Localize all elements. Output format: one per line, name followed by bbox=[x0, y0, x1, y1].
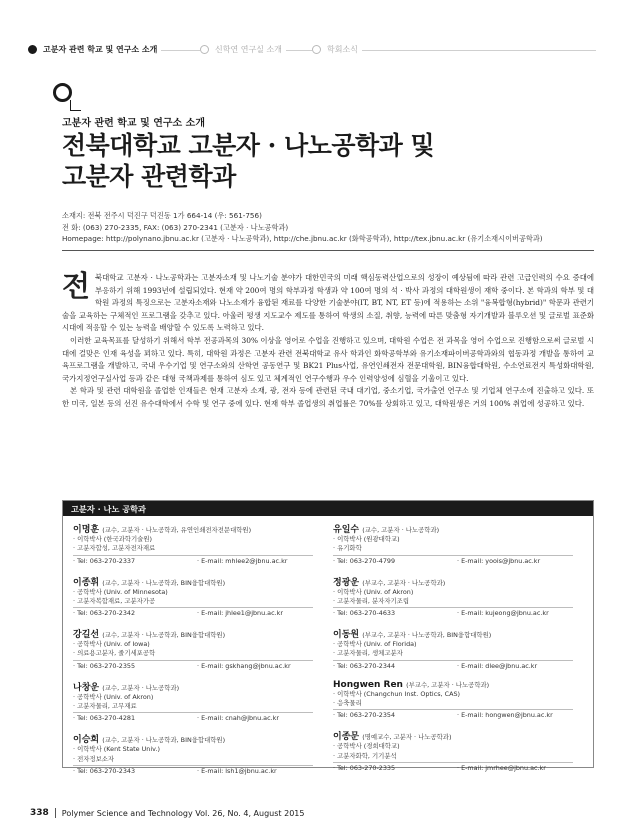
member-name-row bbox=[333, 729, 573, 742]
member-name-row bbox=[73, 522, 313, 535]
article-kicker: 고분자 관련 학교 및 연구소 소개 bbox=[62, 118, 205, 129]
member-detail: · 공학박사 (Univ. of Florida) bbox=[333, 640, 417, 649]
member-role: (교수, 고분자 · 나노공학과) bbox=[102, 683, 180, 692]
member-tel: · Tel: 063-270-2337 bbox=[73, 556, 136, 565]
member-tel: · Tel: 063-270-2335 bbox=[333, 763, 396, 772]
member-tel: · Tel: 063-270-4799 bbox=[333, 556, 396, 565]
article-title bbox=[62, 130, 434, 192]
member-email[interactable]: · E-mail: cnah@jbnu.ac.kr bbox=[197, 714, 279, 723]
section-ring-tail-icon bbox=[70, 100, 81, 111]
member-name: 이승희 bbox=[73, 735, 100, 746]
faculty-member bbox=[73, 680, 313, 723]
paragraph-text: 북대학교 고분자 · 나노공학과는 고분자소재 및 나노기술 분야가 대한민국의 미래 핵심동력산업으로의 성장이 예상됨에 따라 관련 고급인력의 수요 증대에 부응하기 위해 1993년에 설립되었다. 현재 약 200여 명의 학부과정 학생과 약 100여 명의 석 · 박사 과정의 대학원생이 재학 중이다. 본 학과의 학부 및 대학원 과정의 특징으로는 고분자소재와 나노소재가 융합된 재료를 다양한 기술분야(IT, BT, NT, ET 등)에 적용하는 소위 "융복합형(hybrid)" 학문과 관련기술을 교육하는 구체적인 프로그램을 갖추고 있다. 아울러 평생 지도교수 제도를 통하여 학생의 소질, 취향, 능력에 따른 맞춤형 자기개발과 블루오션 및 글로벌 표준화 시대에 적응할 수 있는 능력을 배양할 수 있도록 노력하고 있다. bbox=[62, 273, 594, 333]
member-name-row bbox=[73, 732, 313, 745]
member-email[interactable]: · E-mail: kujeong@jbnu.ac.kr bbox=[457, 609, 549, 618]
member-email[interactable]: · E-mail: jhlee1@jbnu.ac.kr bbox=[197, 609, 283, 618]
member-detail: · 이학박사 (Changchun Inst. Optics, CAS) bbox=[333, 689, 461, 698]
member-email[interactable]: · E-mail: hongwen@jbnu.ac.kr bbox=[457, 711, 553, 720]
member-detail: · 이학박사 (Kent State Univ.) bbox=[73, 745, 160, 754]
faculty-member bbox=[73, 627, 313, 670]
member-contact bbox=[333, 709, 573, 719]
member-email[interactable]: · E-mail: lsh1@jbnu.ac.kr bbox=[197, 766, 277, 775]
member-email[interactable]: · E-mail: mhlee2@jbnu.ac.kr bbox=[197, 556, 288, 565]
nav-dot-icon bbox=[200, 45, 209, 54]
member-email[interactable]: · E-mail: yoois@jbnu.ac.kr bbox=[457, 556, 541, 565]
footer-separator bbox=[55, 808, 56, 818]
nav-item-society-news[interactable] bbox=[312, 44, 362, 55]
member-role: (교수, 고분자 · 나노공학과, BIN융합대학원) bbox=[102, 631, 226, 640]
member-detail: · 이학박사 (Univ. of Akron) bbox=[333, 587, 414, 596]
member-name-row bbox=[333, 522, 573, 535]
member-detail: · 공학박사 (경희대학교) bbox=[333, 742, 400, 751]
member-contact bbox=[73, 660, 313, 670]
drop-cap: 전 bbox=[62, 269, 91, 303]
contact-homepage: Homepage: http://polynano.jbnu.ac.kr (고분자 · 나노공학과), http://che.jbnu.ac.kr (화학공학과), http://tex.jbnu.ac.kr (유기소재시이버공학과) bbox=[62, 234, 543, 243]
member-contact bbox=[333, 660, 573, 670]
member-detail: · 고분자화학, 기기분석 bbox=[333, 751, 397, 760]
member-detail: · 공학박사 (Univ. of Iowa) bbox=[73, 640, 150, 649]
member-role: (부교수, 고분자 · 나노공학과, BIN융합대학원) bbox=[362, 631, 492, 640]
member-tel: · Tel: 063-270-4281 bbox=[73, 714, 136, 723]
member-name: 이종문 bbox=[333, 732, 360, 743]
member-role: (교수, 고분자 · 나노공학과, BIN융합대학원) bbox=[102, 578, 226, 587]
member-email[interactable]: · E-mail: jmrhee@jbnu.ac.kr bbox=[457, 763, 546, 772]
member-tel: · Tel: 063-270-2342 bbox=[73, 609, 136, 618]
faculty-member bbox=[333, 522, 573, 565]
header-divider bbox=[62, 250, 594, 251]
member-tel: · Tel: 063-270-2354 bbox=[333, 711, 396, 720]
member-role: (부교수, 고분자 · 나노공학과) bbox=[362, 578, 446, 587]
faculty-box bbox=[62, 500, 594, 775]
member-detail: · 응축물리 bbox=[333, 699, 362, 708]
member-contact bbox=[333, 555, 573, 565]
member-role: (명예교수, 고분자 · 나노공학과) bbox=[362, 733, 452, 742]
section-nav bbox=[28, 44, 596, 58]
member-contact bbox=[73, 765, 313, 775]
member-contact bbox=[73, 712, 313, 722]
member-email[interactable]: · E-mail: gskhang@jbnu.ac.kr bbox=[197, 661, 291, 670]
contact-phone: 전 화: (063) 270-2335, FAX: (063) 270-2341 (고분자 · 나노공학과) bbox=[62, 222, 289, 232]
article-body bbox=[62, 269, 594, 411]
nav-item-label: 학회소식 bbox=[327, 45, 358, 54]
member-name-row bbox=[333, 575, 573, 588]
body-paragraph bbox=[62, 269, 594, 335]
faculty-heading: 고분자 · 나노 공학과 bbox=[63, 501, 593, 516]
body-paragraph: 본 학과 및 관련 대학원을 졸업한 인재들은 현재 고분자 소재, 광, 전자 등에 관련된 국내 대기업, 중소기업, 국가출연 연구소 및 기업체 연구소에 진출하고 있다. 또한 미국, 일본 등의 선진 유수대학에서 수학 및 연구 중에 있다. 현재 학부 졸업생의 취업률은 70%를 상회하고 있고, 대학원생은 거의 100% 취업에 성공하고 있다. bbox=[62, 386, 594, 408]
member-detail: · 고분자복합재료, 고분자가공 bbox=[73, 596, 156, 605]
member-detail: · 고분자물리, 고무재료 bbox=[73, 702, 137, 711]
member-name: 강길선 bbox=[73, 630, 100, 641]
page-number: 338 bbox=[30, 808, 49, 818]
faculty-member bbox=[73, 732, 313, 775]
member-name: 이명훈 bbox=[73, 525, 100, 535]
member-name: 정광운 bbox=[333, 577, 360, 588]
member-contact bbox=[333, 762, 573, 772]
page-footer bbox=[30, 808, 304, 818]
member-detail: · 이학박사 (한국과학기술원) bbox=[73, 535, 152, 543]
contact-info bbox=[62, 210, 543, 245]
member-detail: · 전자정보소자 bbox=[73, 754, 115, 763]
member-tel: · Tel: 063-270-2344 bbox=[333, 661, 396, 670]
member-name-row bbox=[73, 680, 313, 693]
faculty-column-left bbox=[73, 522, 313, 785]
member-role: (교수, 고분자 · 나노공학과, 유연인쇄전자전문대학원) bbox=[102, 526, 252, 534]
member-tel: · Tel: 063-270-4633 bbox=[333, 609, 396, 618]
member-name-row bbox=[333, 680, 573, 690]
faculty-member bbox=[73, 575, 313, 618]
title-line-2: 고분자 관련학과 bbox=[62, 162, 236, 191]
member-name: 이동원 bbox=[333, 630, 360, 641]
faculty-member bbox=[333, 729, 573, 772]
nav-dot-icon bbox=[312, 45, 321, 54]
member-detail: · 의료용고분자, 줄기세포공학 bbox=[73, 649, 156, 658]
member-name: 유일수 bbox=[333, 525, 360, 535]
member-name-row bbox=[333, 627, 573, 640]
member-tel: · Tel: 063-270-2355 bbox=[73, 661, 136, 670]
faculty-member bbox=[333, 627, 573, 670]
member-detail: · 유기화학 bbox=[333, 544, 362, 553]
member-contact bbox=[73, 555, 313, 565]
member-detail: · 고분자물리, 분자자기조립 bbox=[333, 596, 410, 605]
body-paragraph: 이러한 교육목표를 달성하기 위해서 학부 전공과목의 30% 이상을 영어로 수업을 진행하고 있으며, 대학원 수업은 전 과목을 영어 수업으로 진행함으로써 글로벌 시대에 걸맞은 인재 육성을 꾀하고 있다. 특히, 대학원 과정은 고분자 관련 전북대학교 유사 학과인 화학공학부와 유기소재파이버공학과와의 협동과정 개발을 통하여 교육프로그램을 개발하고, 국내 우수기업 및 연구소와의 산학연 공동연구 및 BK21 Plus사업, 유연인쇄전자 전문대학원, BIN융합대학원, 수소연료전지 특성화대학원, 국가지정연구실사업 등과 같은 대형 국책과제를 통하여 심도 있고 체계적인 연구수행과 우수 인력양성에 심혈을 기울이고 있다. bbox=[62, 335, 594, 383]
faculty-member bbox=[333, 575, 573, 618]
nav-item-lab-intro[interactable] bbox=[200, 44, 286, 55]
faculty-member bbox=[73, 522, 313, 565]
contact-address: 소재지: 전북 전주시 덕진구 덕진동 1가 664-14 (우: 561-756) bbox=[62, 211, 262, 220]
member-tel: · Tel: 063-270-2343 bbox=[73, 766, 136, 775]
nav-active-dot-icon bbox=[28, 45, 37, 54]
nav-item-school-intro[interactable] bbox=[28, 44, 161, 55]
member-name: Hongwen Ren bbox=[333, 679, 403, 690]
faculty-column-right bbox=[333, 522, 573, 782]
member-detail: · 공학박사 (Univ. of Minnesota) bbox=[73, 587, 168, 596]
faculty-member bbox=[333, 680, 573, 720]
nav-item-label: 고분자 관련 학교 및 연구소 소개 bbox=[43, 45, 158, 54]
member-detail: · 고분자물리, 생체고분자 bbox=[333, 649, 403, 658]
member-role: (교수, 고분자 · 나노공학과, BIN융합대학원) bbox=[102, 736, 226, 745]
member-detail: · 고분자합성, 고분자전자재료 bbox=[73, 544, 156, 553]
member-email[interactable]: · E-mail: dlee@jbnu.ac.kr bbox=[457, 661, 538, 670]
member-name-row bbox=[73, 627, 313, 640]
member-contact bbox=[73, 607, 313, 617]
member-detail: · 공학박사 (Univ. of Akron) bbox=[73, 692, 154, 701]
journal-citation: Polymer Science and Technology Vol. 26, No. 4, August 2015 bbox=[61, 808, 305, 818]
member-detail: · 이학박사 (원광대학교) bbox=[333, 535, 400, 543]
nav-item-label: 신학연 연구실 소개 bbox=[215, 45, 282, 54]
member-name: 나창운 bbox=[73, 682, 100, 693]
member-contact bbox=[333, 607, 573, 617]
member-role: (교수, 고분자 · 나노공학과) bbox=[362, 526, 440, 534]
member-name-row bbox=[73, 575, 313, 588]
member-name: 이종휘 bbox=[73, 577, 100, 588]
title-line-1: 전북대학교 고분자 · 나노공학과 및 bbox=[62, 131, 435, 160]
member-role: (부교수, 고분자 · 나노공학과) bbox=[406, 680, 490, 689]
